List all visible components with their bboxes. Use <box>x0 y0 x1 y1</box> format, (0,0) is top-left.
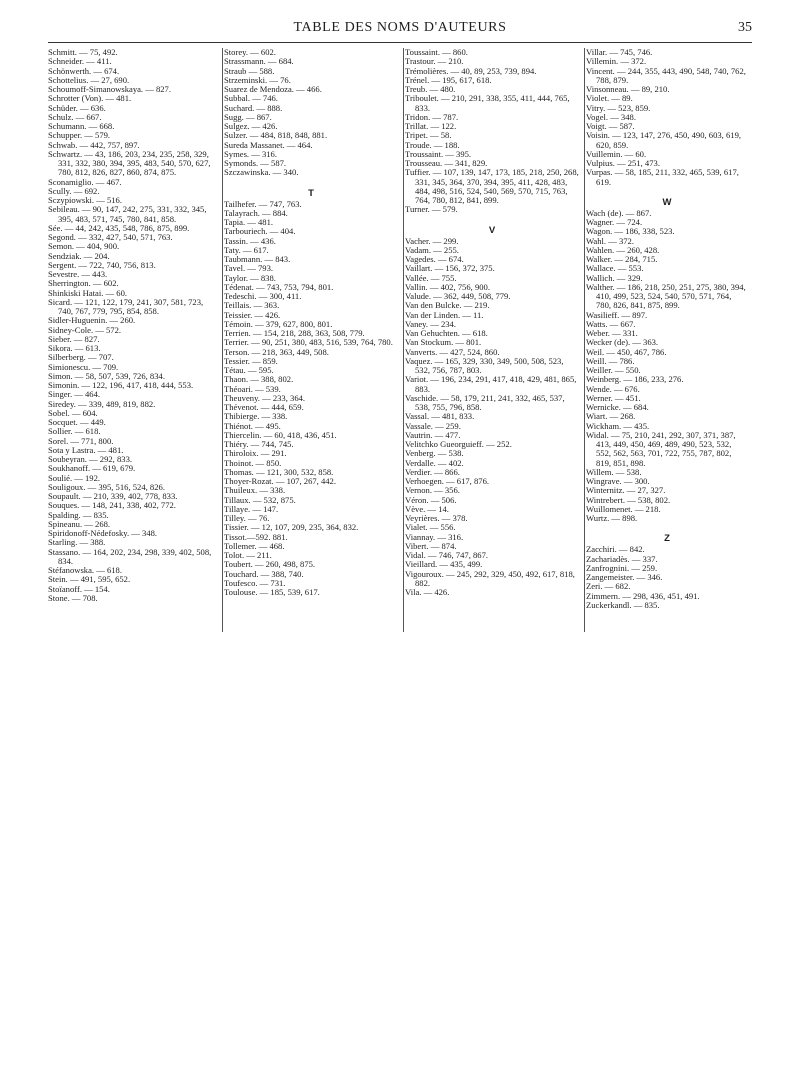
index-entry: Taylor. — 838. <box>224 272 276 283</box>
index-entry: Weinberg. — 186, 233, 276. <box>586 374 684 385</box>
index-entry: Schrotter (Von). — 481. <box>48 93 132 104</box>
index-entry: Sidney-Cole. — 572. <box>48 324 122 335</box>
index-entry: Storey. — 602. <box>224 47 276 57</box>
index-entry: Tissier. — 12, 107, 209, 235, 364, 832. <box>224 522 359 533</box>
running-title: TABLE DES NOMS D'AUTEURS <box>293 20 507 35</box>
index-entry: Wiart. — 268. <box>586 411 636 422</box>
index-entry: Schwab. — 442, 757, 897. <box>48 139 140 150</box>
index-entry: Schumann. — 668. <box>48 121 115 131</box>
index-entry: Vassale. — 259. <box>405 420 461 431</box>
index-entry: Taty. — 617. <box>224 244 269 255</box>
page-header <box>48 18 752 43</box>
index-entry: Thiercelin. — 60, 418, 436, 451. <box>224 429 337 440</box>
index-entry: Soupault. — 210, 339, 402, 778, 833. <box>48 491 178 501</box>
column-divider <box>584 48 585 632</box>
index-entry: Schönwerth. — 674. <box>48 65 120 76</box>
index-entry: Velitchko Gueorguieff. — 252. <box>405 439 512 449</box>
index-entry: Soukhanoff. — 619, 679. <box>48 463 136 474</box>
index-entry: Winternitz. — 27, 327. <box>586 485 666 496</box>
index-entry: Stoïanoff. — 154. <box>48 583 110 594</box>
index-entry: Stéfanowska. — 618. <box>48 565 122 575</box>
index-entry: Vidal. — 746, 747, 867. <box>405 550 489 560</box>
index-entry: Scully. — 692. <box>48 185 100 196</box>
index-entry: Werner. — 451. <box>586 392 641 403</box>
index-entry: Toubert. — 260, 498, 875. <box>224 559 316 570</box>
index-entry: Vaschide. — 58, 179, 211, 241, 332, 465, 537, 538, 755, 796, 858. <box>405 392 565 412</box>
index-entry: Sidler-Huguenin. — 260. <box>48 315 136 326</box>
index-entry: Variot. — 196, 234, 291, 417, 418, 429, 481, 865, 883. <box>405 374 577 394</box>
index-entry: Stassano. — 164, 202, 234, 298, 339, 402, 508, 834. <box>48 546 212 566</box>
index-entry: Schoumoff-Simanowskaya. — 827. <box>48 84 172 94</box>
index-entry: Terrien. — 154, 218, 288, 363, 508, 779. <box>224 328 365 338</box>
index-entry: Sevestre. — 443. <box>48 269 108 279</box>
index-entry: Tridon. — 787. <box>405 111 459 122</box>
index-entry: Tillaye. — 147. <box>224 503 279 514</box>
index-entry: Zangemeister. — 346. <box>586 572 663 582</box>
index-entry: Terrier. — 90, 251, 380, 483, 516, 539, 764, 780. <box>224 337 393 348</box>
column-divider <box>403 48 404 632</box>
index-entry: Véron. — 506. <box>405 494 457 505</box>
index-entry: Soulié. — 192. <box>48 472 101 483</box>
index-entry: Villemin. — 372. <box>586 56 647 67</box>
index-entry: Sorel. — 771, 800. <box>48 435 114 446</box>
index-entry: Vève. — 14. <box>405 503 449 514</box>
section-gap <box>586 523 748 529</box>
section-letter: V <box>488 224 496 236</box>
index-entry: Sulzer. — 484, 818, 848, 881. <box>224 130 328 141</box>
index-entry: Siredey. — 339, 489, 819, 882. <box>48 398 156 409</box>
index-entry: Treub. — 480. <box>405 84 456 94</box>
index-entry: Sherrington. — 602. <box>48 278 119 289</box>
index-entry: Tassin. — 436. <box>224 235 276 246</box>
section-letter: Z <box>664 533 670 545</box>
index-entry: Wahlen. — 260, 428. <box>586 244 660 255</box>
index-entry: Turner. — 579. <box>405 204 458 215</box>
index-entry: Schulz. — 667. <box>48 111 102 122</box>
index-entry: Theuveny. — 233, 364. <box>224 392 306 403</box>
index-entry: Spineanu. — 268. <box>48 518 111 529</box>
index-entry: Wurtz. — 898. <box>586 513 638 523</box>
index-entry: Troude. — 188. <box>405 139 460 150</box>
page-number: 35 <box>738 20 752 35</box>
index-entry: Souligoux. — 395, 516, 524, 826. <box>48 481 165 492</box>
index-entry: Tétau. — 595. <box>224 365 274 375</box>
index-entry: Zuckerkandl. — 835. <box>586 599 660 610</box>
index-entry: Schüder. — 636. <box>48 102 106 113</box>
index-entry: Vieillard. — 435, 499. <box>405 559 483 570</box>
index-entry: Sebileau. — 90, 147, 242, 275, 331, 332, 345, 395, 483, 571, 745, 780, 841, 858. <box>48 204 207 224</box>
index-entry: Symes. — 316. <box>224 148 277 159</box>
index-entry: Weil. — 450, 467, 786. <box>586 346 667 357</box>
index-entry: Toussaint. — 860. <box>405 47 468 57</box>
index-entry: Vuillemin. — 60. <box>586 148 647 159</box>
index-entry: Schupper. — 579. <box>48 130 111 141</box>
index-entry: Tollemer. — 468. <box>224 540 285 551</box>
index-entry: Shinkiski Hatai. — 60. <box>48 287 128 298</box>
index-entry: Sureda Massanet. — 464. <box>224 139 313 150</box>
index-entry: Subbal. — 746. <box>224 93 278 104</box>
index-entry: Sugg. — 867. <box>224 111 272 122</box>
index-entry: Verhoegen. — 617, 876. <box>405 476 490 486</box>
index-entry: Vacher. — 299. <box>405 235 459 246</box>
index-entry: Tolot. — 211. <box>224 550 272 560</box>
index-entry: Zacchiri. — 842. <box>586 544 645 555</box>
index-entry: Suarez de Mendoza. — 466. <box>224 84 322 94</box>
index-entry: Trémolières. — 40, 89, 253, 739, 894. <box>405 65 537 76</box>
index-entry: Souques. — 148, 241, 338, 402, 772. <box>48 500 176 511</box>
index-entry: Sicard. — 121, 122, 179, 241, 307, 581, 723, 740, 767, 779, 795, 854, 858. <box>48 296 204 316</box>
index-entry: Thoyer-Rozat. — 107, 267, 442. <box>224 476 337 486</box>
index-entry: Sota y Lastra. — 481. <box>48 444 124 455</box>
index-entry: Thévenot. — 444, 659. <box>224 402 304 412</box>
index-entry: Sergent. — 722, 740, 756, 813. <box>48 259 156 270</box>
index-entry: Vaillart. — 156, 372, 375. <box>405 263 495 274</box>
index-entry: Vallin. — 402, 756, 900. <box>405 281 490 292</box>
index-entry: Stein. — 491, 595, 652. <box>48 574 131 585</box>
index-entry: Soubeyran. — 292, 833. <box>48 454 133 464</box>
index-entry: Thaon. — 388, 802. <box>224 374 294 385</box>
index-entry: Simonin. — 122, 196, 417, 418, 444, 553. <box>48 380 194 390</box>
index-entry: Segond. — 332, 427, 540, 571, 763. <box>48 232 173 242</box>
index-entry: Tapia. — 481. <box>224 217 274 227</box>
index-entry: Willem. — 538. <box>586 466 642 477</box>
index-entry: Van den Bulcke. — 219. <box>405 300 490 311</box>
index-entry: Vigouroux. — 245, 292, 329, 450, 492, 617, 818, 882. <box>405 568 575 588</box>
index-entry: Vincent. — 244, 355, 443, 490, 548, 740, 762, 788, 879. <box>586 65 746 85</box>
section-letter: W <box>662 196 672 208</box>
index-entry: Tailhefer. — 747, 763. <box>224 198 302 209</box>
index-entry: Thuileux. — 338. <box>224 485 286 496</box>
index-entry: Teillais. — 363. <box>224 300 280 311</box>
index-entry: Vaquez. — 165, 329, 330, 349, 500, 508, 523, 532, 756, 787, 803. <box>405 355 564 375</box>
index-entry: Zanfrognini. — 259. <box>586 562 658 573</box>
index-column-1 <box>48 48 221 638</box>
index-entry: Veyrières. — 378. <box>405 513 468 523</box>
index-entry: Simionescu. — 709. <box>48 361 119 372</box>
index-entry: Vanverts. — 427, 524, 860. <box>405 346 500 357</box>
index-entry: Vassal. — 481, 833. <box>405 411 475 422</box>
index-entry: Weiller. — 550. <box>586 365 641 375</box>
index-entry: Toulouse. — 185, 539, 617. <box>224 587 320 597</box>
index-entry: Wuillomenet. — 218. <box>586 503 661 514</box>
index-entry: Wasilieff. — 897. <box>586 309 648 320</box>
index-entry: Sollier. — 618. <box>48 426 101 437</box>
index-entry: Vaney. — 234. <box>405 318 456 329</box>
section-gap <box>586 187 748 193</box>
index-entry: Spiridonoff-Nédefosky. — 348. <box>48 528 158 538</box>
index-entry: Widal. — 75, 210, 241, 292, 307, 371, 387, 413, 449, 450, 469, 489, 490, 523, 532, 552, 562, 563, 701, 722, 755, 787, 802, 819, 851, 898. <box>586 429 736 468</box>
index-entry: Terson. — 218, 363, 449, 508. <box>224 346 329 357</box>
index-entry: Vinsonneau. — 89, 210. <box>586 84 670 94</box>
index-entry: Théoari. — 539. <box>224 383 281 394</box>
index-entry: Wallich. — 329. <box>586 272 643 283</box>
index-entry: Szczawinska. — 340. <box>224 167 299 178</box>
index-entry: Sczypiowski. — 516. <box>48 195 122 205</box>
index-entry: Strzeminski. — 76. <box>224 74 291 85</box>
index-entry: Vulpius. — 251, 473. <box>586 158 660 168</box>
index-entry: Thomas. — 121, 300, 532, 858. <box>224 466 334 477</box>
index-entry: Verdalle. — 402. <box>405 457 464 468</box>
index-entry: Tillaux. — 532, 875. <box>224 494 296 505</box>
index-entry: Wagner. — 724. <box>586 217 643 227</box>
index-entry: Venberg. — 538. <box>405 448 464 459</box>
index-entry: Vogel. — 348. <box>586 111 636 122</box>
index-entry: Weill. — 786. <box>586 355 635 366</box>
index-entry: Tripet. — 58. <box>405 130 452 141</box>
index-entry: Wintrebert. — 538, 802. <box>586 494 671 505</box>
index-entry: Wingrave. — 300. <box>586 476 650 486</box>
index-entry: Trénel. — 195, 617, 618. <box>405 74 492 85</box>
index-entry: Thoinot. — 850. <box>224 457 282 468</box>
index-entry: Thiénot. — 495. <box>224 420 281 431</box>
index-columns <box>48 48 752 638</box>
index-entry: Trastour. — 210. <box>405 56 464 67</box>
index-entry: Voigt. — 587. <box>586 121 635 131</box>
index-entry: Trillat. — 122. <box>405 121 457 131</box>
index-entry: Verdier. — 866. <box>405 466 460 477</box>
index-entry: Tarbouriech. — 404. <box>224 226 296 237</box>
index-entry: Vautrin. — 477. <box>405 429 461 440</box>
index-entry: Tedeschi. — 300, 411. <box>224 291 302 301</box>
index-entry: Walther. — 186, 218, 250, 251, 275, 380, 394, 410, 499, 523, 524, 540, 570, 571, 764, 780, 826, 841, 875, 899. <box>586 281 746 311</box>
index-entry: Straub — 588. <box>224 65 275 76</box>
index-entry: Témoin. — 379, 627, 800, 801. <box>224 318 333 329</box>
index-entry: Vitry. — 523, 859. <box>586 102 651 113</box>
index-entry: Socquet. — 449. <box>48 417 106 427</box>
index-entry: Tessier. — 859. <box>224 355 278 366</box>
section-letter: T <box>308 187 314 199</box>
index-entry: Silberberg. — 707. <box>48 352 114 363</box>
index-entry: Wagon. — 186, 338, 523. <box>586 226 675 237</box>
index-entry: Tissot.—592. 881. <box>224 531 288 542</box>
index-entry: Vagedes. — 674. <box>405 254 464 264</box>
column-divider <box>222 48 223 632</box>
index-entry: Van Gehuchten. — 618. <box>405 328 488 338</box>
index-entry: Walker. — 284, 715. <box>586 254 658 264</box>
index-entry: Schwartz. — 43, 186, 203, 234, 235, 258, 329, 331, 332, 380, 394, 395, 483, 540, 570, 627, 780, 812, 826, 827, 860, 874, 875. <box>48 148 211 178</box>
index-entry: Thiéry. — 744, 745. <box>224 439 294 449</box>
index-entry: Simon. — 58, 507, 539, 726, 834. <box>48 370 165 381</box>
index-entry: Schottelius. — 27, 690. <box>48 74 130 85</box>
index-entry: Wernicke. — 684. <box>586 402 649 412</box>
index-entry: Sobel. — 604. <box>48 407 98 418</box>
index-entry: Teissier. — 426. <box>224 309 281 320</box>
index-entry: Stone. — 708. <box>48 592 98 603</box>
index-entry: Vialet. — 556. <box>405 522 456 533</box>
index-entry: Strassmann. — 684. <box>224 56 294 67</box>
index-entry: Weber. — 331. <box>586 328 638 338</box>
index-entry: Viannay. — 316. <box>405 531 464 542</box>
index-entry: Semon. — 404, 900. <box>48 241 120 252</box>
index-entry: Talayrach. — 884. <box>224 207 288 218</box>
index-column-3 <box>405 48 583 638</box>
index-entry: Thiroloix. — 291. <box>224 448 287 459</box>
index-entry: Tédenat. — 743, 753, 794, 801. <box>224 281 334 292</box>
index-entry: Schneider. — 411. <box>48 56 112 67</box>
index-entry: Schmitt. — 75, 492. <box>48 47 118 57</box>
index-entry: Spalding. — 835. <box>48 509 109 520</box>
index-entry: Sulgez. — 426. <box>224 121 278 131</box>
section-gap <box>405 215 579 221</box>
index-entry: Thibierge. — 338. <box>224 411 288 422</box>
index-entry: Vallée. — 755. <box>405 272 457 283</box>
section-gap <box>224 178 398 184</box>
index-entry: Vadam. — 255. <box>405 244 459 255</box>
index-entry: Suchard. — 888. <box>224 102 283 113</box>
index-entry: Vurpas. — 58, 185, 211, 332, 465, 539, 617, 619. <box>586 167 739 187</box>
index-entry: Sendziak. — 204. <box>48 250 110 261</box>
index-entry: Starling. — 388. <box>48 537 106 548</box>
index-entry: Wallace. — 553. <box>586 263 644 274</box>
index-entry: Vibert. — 874. <box>405 540 457 551</box>
index-entry: Taubmann. — 843. <box>224 254 291 264</box>
index-entry: Voisin. — 123, 147, 276, 450, 490, 603, 619, 620, 859. <box>586 130 742 150</box>
index-entry: Wahl. — 372. <box>586 235 634 246</box>
index-entry: Triboulet. — 210, 291, 338, 355, 411, 444, 765, 833. <box>405 93 570 113</box>
index-entry: Wecker (de). — 363. <box>586 337 659 348</box>
index-entry: Watts. — 667. <box>586 318 636 329</box>
index-entry: Zachariadès. — 337. <box>586 553 658 564</box>
index-entry: Tilley. — 76. <box>224 513 270 523</box>
index-entry: Singer. — 464. <box>48 389 101 400</box>
index-entry: Vila. — 426. <box>405 587 450 597</box>
index-entry: Symonds. — 587. <box>224 158 287 168</box>
index-entry: Trousseau. — 341, 829. <box>405 158 488 168</box>
index-entry: Tuffier. — 107, 139, 147, 173, 185, 218, 250, 268, 331, 345, 364, 370, 394, 395, 411, 428, 483, 484, 498, 516, 524, 540, 569, 570, 715, 763, 764, 780, 812, 841, 899. <box>405 167 579 205</box>
index-entry: Zimmern. — 298, 436, 451, 491. <box>586 590 700 601</box>
index-entry: Sikora. — 613. <box>48 343 101 353</box>
index-entry: Troussaint. — 395. <box>405 148 472 159</box>
index-entry: Violet. — 89. <box>586 93 633 104</box>
index-entry: Van Stockum. — 801. <box>405 337 482 348</box>
index-entry: Sée. — 44, 242, 435, 548, 786, 875, 899. <box>48 222 190 233</box>
index-entry: Sconamiglio. — 467. <box>48 176 122 187</box>
index-column-4 <box>586 48 752 638</box>
index-entry: Tavel. — 793. <box>224 263 274 274</box>
index-entry: Zeri. — 682. <box>586 581 631 592</box>
index-entry: Van der Linden. — 11. <box>405 309 484 320</box>
index-entry: Toufesco. — 731. <box>224 577 286 588</box>
index-entry: Valude. — 362, 449, 508, 779. <box>405 291 511 301</box>
index-entry: Villar. — 745, 746. <box>586 47 653 57</box>
index-entry: Vernon. — 356. <box>405 485 460 496</box>
index-entry: Wickham. — 435. <box>586 420 650 431</box>
index-entry: Sieber. — 827. <box>48 333 100 344</box>
index-entry: Wach (de). — 867. <box>586 207 652 218</box>
index-column-2 <box>224 48 402 638</box>
index-entry: Wende. — 676. <box>586 383 640 394</box>
index-entry: Touchard. — 388, 740. <box>224 568 304 579</box>
